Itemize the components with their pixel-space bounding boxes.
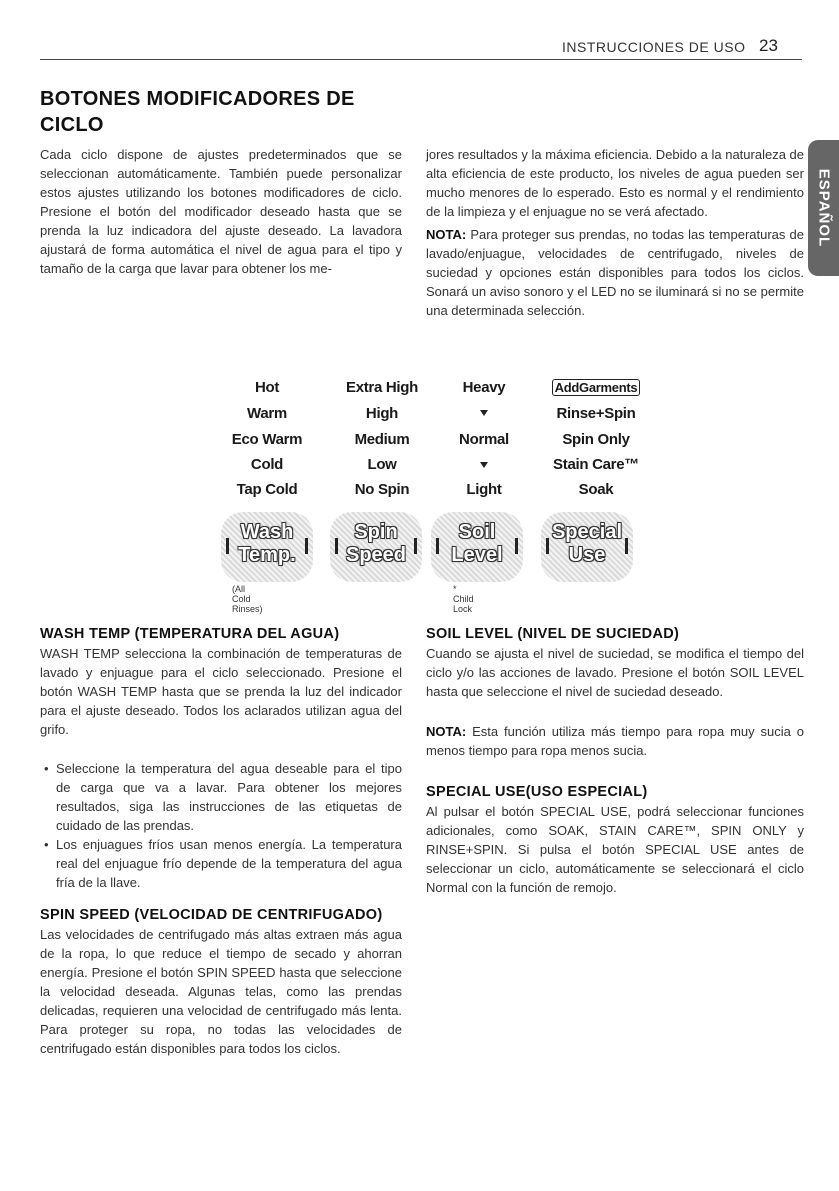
running-header: INSTRUCCIONES DE USO <box>562 39 746 55</box>
special-use-body: Al pulsar el botón SPECIAL USE, podrá seleccionar funciones adicionales, como SOAK, STAIN CARE™, SPIN ONLY y RINSE+SPIN. Si pulsa el botón SPECIAL USE antes de seleccionar un ciclo, automáticamente se seleccionará el ciclo Normal con la función de remojo. <box>426 804 804 895</box>
wash-temp-option: Eco Warm <box>231 431 303 448</box>
child-lock-note: * Child Lock <box>453 584 474 614</box>
special-option: Spin Only <box>562 431 630 448</box>
special-use-button-label-1: Special <box>551 521 623 543</box>
soil-level-button-label-2: Level <box>451 544 503 566</box>
intro-note <box>426 225 804 320</box>
special-option: Stain Care™ <box>553 456 639 473</box>
soil-level-button-label-1: Soil <box>458 521 496 543</box>
spin-option: Low <box>367 456 397 473</box>
list-item: • Los enjuagues fríos usan menos energía. La temperatura real del enjuague frío depende de la temperatura del agua fría de la llave. <box>56 835 402 892</box>
soil-level-section <box>426 624 804 897</box>
soil-level-button[interactable] <box>431 512 523 582</box>
add-garments-label: AddGarments <box>552 379 641 396</box>
wash-temp-body: WASH TEMP selecciona la combinación de temperaturas de lavado y enjuague para el ciclo seleccionado. Presione el botón WASH TEMP hasta que se prenda la luz del indicador para el ajuste deseado. Todos los aclarados utilizan agua del grifo. <box>40 646 402 737</box>
spin-speed-button-label-2: Speed <box>345 544 407 566</box>
soil-level-heading: SOIL LEVEL (NIVEL DE SUCIEDAD) <box>426 626 680 642</box>
spin-speed-button[interactable] <box>330 512 422 582</box>
language-tab-label: ESPAÑOL <box>815 168 832 248</box>
spin-option: Medium <box>354 431 410 448</box>
spin-option: No Spin <box>354 481 410 498</box>
list-item: • Seleccione la temperatura del agua deseable para el tipo de carga que va a lavar. Para obtener los mejores resultados, siga las instrucciones de las etiquetas de cuidado de las prendas. <box>56 759 402 835</box>
section-title: BOTONES MODIFICADORES DE CICLO <box>40 88 355 136</box>
wash-temp-heading: WASH TEMP (TEMPERATURA DEL AGUA) <box>40 626 340 642</box>
spin-option: High <box>365 405 399 422</box>
note-text: Para proteger sus prendas, no todas las temperaturas de lavado/enjuague, velocidades de centrifugado, niveles de suciedad y opciones están disponibles para todos los ciclos. Sonará un aviso sonoro y el LED no se iluminará si no se permite una determinada selección. <box>426 227 804 318</box>
wash-temp-button[interactable] <box>221 512 313 582</box>
special-use-button[interactable] <box>541 512 633 582</box>
special-use-button-label-2: Use <box>568 544 606 566</box>
soil-level-body: Cuando se ajusta el nivel de suciedad, se modifica el tiempo del ciclo y/o las acciones de lavado. Presione el botón SOIL LEVEL hasta que seleccione el nivel de suciedad deseado. <box>426 646 804 699</box>
wash-temp-button-label-2: Temp. <box>238 544 296 566</box>
wash-temp-button-label-1: Wash <box>240 521 294 543</box>
soil-level-note <box>426 722 804 760</box>
wash-temp-option: Hot <box>254 379 280 396</box>
intro-text-left: Cada ciclo dispone de ajustes predeterminados que se seleccionan automáticamente. También puede personalizar estos ajustes utilizando los botones modificadores de ciclo. Presione el botón del modificador deseado hasta que se prenda la luz indicadora del ajuste deseado. La lavadora ajustará de forma automática el nivel de agua para el tipo y tamaño de la carga que lavar para obtener los me- <box>40 147 402 276</box>
special-option: Soak <box>578 481 614 498</box>
soil-option: Heavy <box>462 379 506 396</box>
spin-speed-button-label-1: Spin <box>354 521 398 543</box>
intro-right <box>426 145 804 320</box>
spin-speed-body: Las velocidades de centrifugado más altas extraen más agua de la ropa, lo que reduce el tiempo de secado y ahorran energía. Presione el botón SPIN SPEED hasta que seleccione la velocidad deseada. Algunas telas, como las prendas delicadas, requieren una velocidad de centrifugado más lenta. Para proteger su ropa, no todas las velocidades de centrifugado están disponibles para todos los ciclos. <box>40 927 402 1056</box>
wash-temp-option: Tap Cold <box>236 481 298 498</box>
all-cold-rinses-note: (All Cold Rinses) <box>232 584 263 614</box>
note-text: Esta función utiliza más tiempo para ropa muy sucia o menos tiempo para ropa menos sucia. <box>426 724 804 758</box>
language-tab <box>808 140 839 276</box>
note-label: NOTA: <box>426 227 467 242</box>
note-label: NOTA: <box>426 724 467 739</box>
spin-option: Extra High <box>345 379 418 396</box>
header-rule <box>40 59 802 60</box>
wash-temp-option: Cold <box>250 456 284 473</box>
intro-text-right: jores resultados y la máxima eficiencia. Debido a la naturaleza de alta eficiencia de este producto, los niveles de agua pueden ser mucho menores de lo esperado. Esto es normal y el rendimiento de la limpieza y el enjuague no se verá afectado. <box>426 147 804 219</box>
page-number: 23 <box>759 36 778 55</box>
soil-option: Normal <box>459 431 509 448</box>
intro-left <box>40 145 402 278</box>
wash-temp-section <box>40 624 402 1058</box>
special-option: Rinse+Spin <box>556 405 636 422</box>
down-arrow-icon <box>480 462 488 468</box>
special-option <box>541 379 651 396</box>
wash-temp-bullets <box>40 759 402 892</box>
wash-temp-option: Warm <box>247 405 287 422</box>
special-use-heading: SPECIAL USE(USO ESPECIAL) <box>426 784 648 800</box>
spin-speed-heading: SPIN SPEED (VELOCIDAD DE CENTRIFUGADO) <box>40 907 383 923</box>
soil-option: Light <box>466 481 502 498</box>
down-arrow-icon <box>480 410 488 416</box>
